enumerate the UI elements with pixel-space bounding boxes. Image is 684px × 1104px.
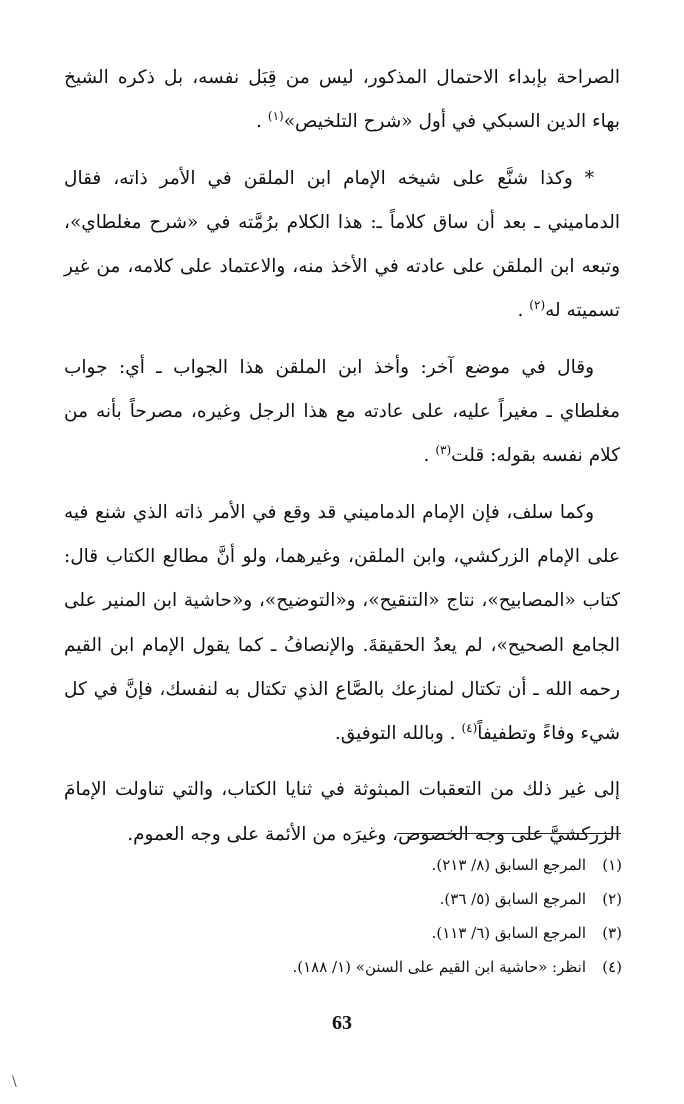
footnote-number: (٤) [602,958,622,976]
paragraph-text: وكما سلف، فإن الإمام الدماميني قد وقع في الأمر ذاته الذي شنع فيه على الإمام الزركشي، وابن الملقن، وغيرهما، ولو أنَّ مطالع الكتاب قال: كتاب «المصابيح»، نتاج «التنقيح»، و«التوضيح»، و«حاشية ابن المنير على الجامع الصحيح»، لم يعدُ الحقيقةَ. والإنصافُ ـ كما يقول الإمام ابن القيم رحمه الله ـ أن تكتال لمنازعك بالصَّاع الذي تكتال به لنفسك، فإنَّ في كل شيء وفاءً وتطفيفاً [64,501,620,745]
footnote-ref-1[interactable]: (١) [267,109,284,124]
footnote-text: المرجع السابق (٨/ ٢١٣). [431,856,586,874]
paragraph-text: إلى غير ذلك من التعقبات المبثوثة في ثنايا الكتاب، والتي تناولت الإمامَ الزركشيَّ على وجه الخصوص، وغيرَه من الأئمة على وجه العموم. [64,779,620,845]
footnote-separator [397,833,621,834]
paragraph-tail: . [423,445,430,467]
footnote-2 [64,882,622,916]
page-number: 63 [332,1012,352,1034]
footnote-number: (٢) [602,890,622,908]
footnote-3 [64,916,622,950]
footnotes [64,848,622,984]
paragraph-2 [64,157,620,334]
paragraph-1 [64,56,620,145]
paragraph-text: وقال في موضع آخر: وأخذ ابن الملقن هذا الجواب ـ أي: جواب مغلطاي ـ مغيراً عليه، على عادته مع هذا الرجل وغيره، مصرحاً بأنه من كلام نفسه بقوله: قلت [64,356,620,467]
paragraph-tail: . [256,111,263,133]
paragraph-5 [64,768,620,857]
footnote-text: انظر: «حاشية ابن القيم على السنن» (١/ ١٨٨). [292,958,586,976]
paragraph-text: * وكذا شنَّع على شيخه الإمام ابن الملقن في الأمر ذاته، فقال الدماميني ـ بعد أن ساق كلاماً ـ: هذا الكلام برُمَّته في «شرح مغلطاي»، وتبعه ابن الملقن على عادته في الأخذ منه، والاعتماد على كلامه، من غير تسميته له [64,167,620,322]
footnote-number: (٣) [602,924,622,942]
footnote-ref-2[interactable]: (٢) [529,298,546,313]
footnote-text: المرجع السابق (٥/ ٣٦). [439,890,586,908]
paragraph-4 [64,491,620,757]
footnote-text: المرجع السابق (٦/ ١١٣). [431,924,586,942]
footnote-number: (١) [602,856,622,874]
footnote-ref-3[interactable]: (٣) [435,443,452,458]
paragraph-tail: . [517,300,524,322]
paragraph-text: الصراحة بإبداء الاحتمال المذكور، ليس من قِبَل نفسه، بل ذكره الشيخ بهاء الدين السبكي في أول «شرح التلخيص» [64,67,620,133]
paragraph-3 [64,346,620,479]
footnote-ref-4[interactable]: (٤) [461,721,478,735]
paragraph-tail: . وبالله التوفيق. [334,723,456,745]
footnote-1 [64,848,622,882]
footnote-4 [64,950,622,984]
body-text [64,56,620,869]
margin-mark: \ [12,1074,17,1090]
